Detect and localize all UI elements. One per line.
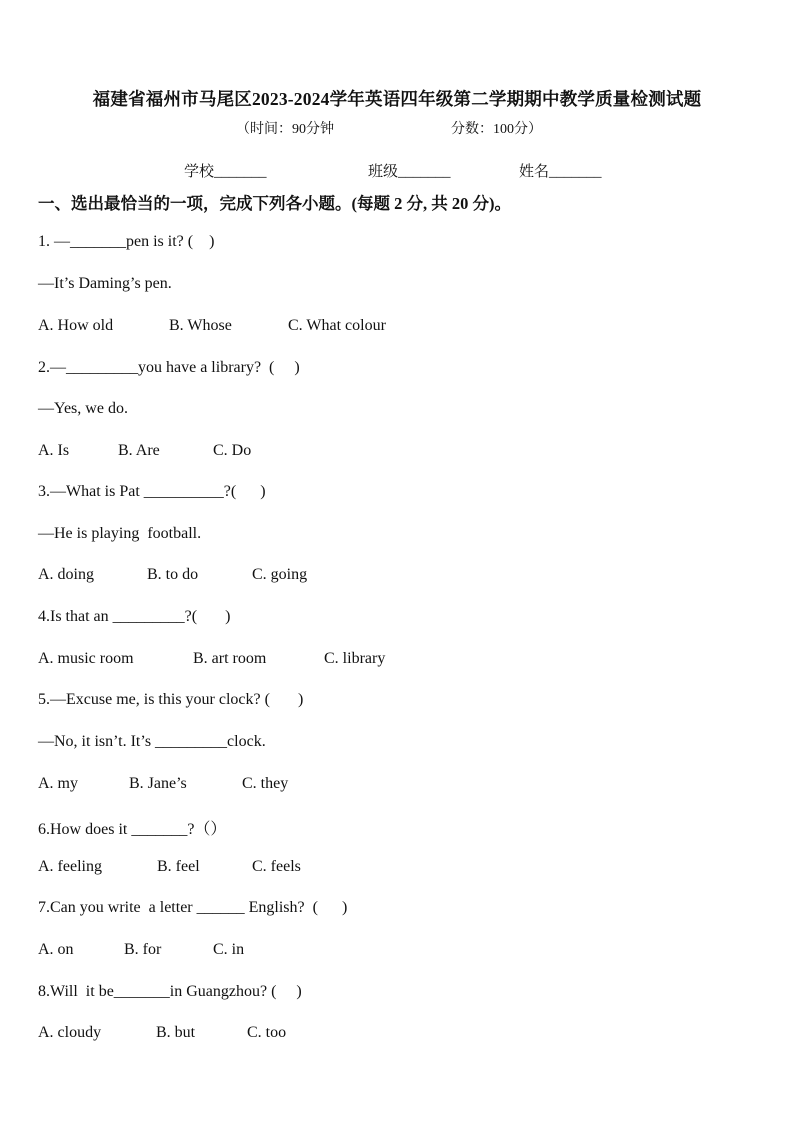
question-4-options (38, 650, 385, 668)
option-c: C. going (252, 566, 308, 583)
question-2-stem: 2.—_________you have a library? ( ) (38, 359, 300, 376)
option-c: C. they (242, 775, 289, 792)
option-c: C. in (213, 941, 245, 958)
question-3-answer-line: —He is playing football. (38, 525, 202, 542)
question-2-answer-line: —Yes, we do. (38, 400, 128, 417)
option-b: B. feel (157, 858, 200, 875)
question-1-options (38, 317, 386, 335)
question-7-options (38, 941, 244, 959)
option-b: B. Whose (169, 317, 232, 334)
question-1-stem: 1. —_______pen is it? ( ) (38, 233, 215, 250)
question-8-options (38, 1024, 286, 1042)
option-c: C. Do (213, 442, 252, 459)
question-5-options (38, 775, 288, 793)
option-b: B. for (124, 941, 162, 958)
option-c: C. feels (252, 858, 301, 875)
class-field: 班级_______ (368, 164, 451, 180)
question-4-stem: 4.Is that an _________?( ) (38, 608, 231, 625)
option-a: A. on (38, 941, 74, 958)
question-3-options (38, 566, 307, 584)
question-2-options (38, 442, 251, 460)
question-6-options (38, 858, 301, 876)
option-b: B. Are (118, 442, 160, 459)
question-7-stem: 7.Can you write a letter ______ English? ( ) (38, 899, 348, 916)
question-5-answer-line: —No, it isn’t. It’s _________clock. (38, 733, 266, 750)
option-a: A. my (38, 775, 78, 792)
question-3-stem: 3.—What is Pat __________?( ) (38, 483, 266, 500)
option-b: B. Jane’s (129, 775, 187, 792)
question-5-stem: 5.—Excuse me, is this your clock? ( ) (38, 691, 304, 708)
option-b: B. but (156, 1024, 196, 1041)
option-c: C. too (247, 1024, 287, 1041)
school-field: 学校_______ (184, 164, 267, 180)
option-a: A. music room (38, 650, 134, 667)
exam-time: （时间：90分钟 (236, 122, 334, 137)
option-a: A. doing (38, 566, 94, 583)
exam-title: 福建省福州市马尾区2023-2024学年英语四年级第二学期期中教学质量检测试题 (92, 89, 702, 109)
question-8-stem: 8.Will it be_______in Guangzhou? ( ) (38, 983, 302, 1000)
option-c: C. library (324, 650, 386, 667)
option-a: A. How old (38, 317, 114, 334)
exam-score: 分数：100分） (451, 122, 542, 137)
name-field: 姓名_______ (519, 164, 602, 180)
option-a: A. feeling (38, 858, 102, 875)
section-title: 一、选出最恰当的一项，完成下列各小题。(每题 2 分, 共 20 分)。 (38, 194, 511, 213)
option-a: A. cloudy (38, 1024, 102, 1041)
option-c: C. What colour (288, 317, 386, 334)
option-b: B. art room (193, 650, 267, 667)
question-1-answer-line: —It’s Daming’s pen. (38, 275, 172, 292)
option-b: B. to do (147, 566, 199, 583)
question-6-stem: 6.How does it _______?（） (38, 821, 227, 838)
option-a: A. Is (38, 442, 70, 459)
